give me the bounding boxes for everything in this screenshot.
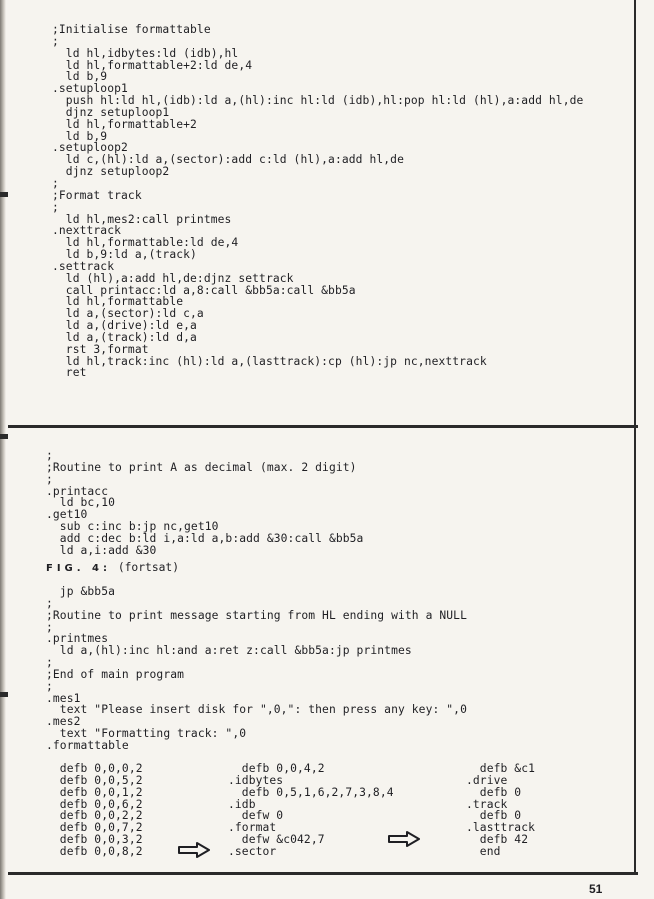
code-line: jp &bb5a bbox=[46, 585, 116, 598]
code-line: ld a,(hl):inc hl:and a:ret z:call &bb5a:jp printmes bbox=[46, 644, 412, 658]
code-line: call printacc:ld a,8:call &bb5a:call &bb5a bbox=[52, 283, 356, 297]
drive-track-column bbox=[466, 763, 535, 858]
code-line: ld a,(track):ld d,a bbox=[52, 330, 197, 344]
code-line: ; bbox=[46, 679, 53, 693]
code-line: ret bbox=[52, 366, 87, 380]
binding-mark bbox=[0, 692, 8, 697]
code-line: defw &c042,7 bbox=[228, 833, 325, 847]
code-line: .idb bbox=[228, 797, 256, 811]
code-line: defb 0,0,2,2 bbox=[46, 809, 143, 823]
code-line: defb 0,0,7,2 bbox=[46, 821, 143, 835]
code-line: end bbox=[466, 844, 501, 858]
code-line: defb &c1 bbox=[466, 762, 536, 775]
code-line: .nexttrack bbox=[52, 224, 122, 238]
figure-label: FIG. 4: bbox=[46, 563, 111, 574]
code-line: add c:dec b:ld i,a:ld a,b:add &30:call &bb5a bbox=[46, 531, 364, 545]
code-line: ld (hl),a:add hl,de:djnz settrack bbox=[52, 271, 294, 285]
code-line: ; bbox=[52, 200, 59, 214]
code-line: defb 0,0,0,2 bbox=[46, 762, 143, 775]
code-line: ; bbox=[52, 34, 59, 48]
figure-caption bbox=[46, 562, 179, 575]
code-line: ; bbox=[46, 656, 53, 670]
code-line: text "Please insert disk for ",0,": then press any key: ",0 bbox=[46, 703, 467, 717]
frame-right-rule bbox=[634, 0, 636, 425]
code-line: defb 0,0,6,2 bbox=[46, 797, 143, 811]
code-line: ld hl,formattable:ld de,4 bbox=[52, 236, 239, 250]
code-line: defb 0,0,1,2 bbox=[46, 785, 143, 799]
code-line: defb 0,0,5,2 bbox=[46, 773, 143, 787]
code-line: ld bc,10 bbox=[46, 496, 116, 510]
code-line: .formattable bbox=[46, 738, 129, 752]
page-edge-shadow bbox=[0, 0, 6, 899]
code-line: .mes2 bbox=[46, 715, 81, 729]
figure-caption-text: (fortsat) bbox=[117, 561, 180, 574]
code-line: .settrack bbox=[52, 259, 115, 273]
code-line: .mes1 bbox=[46, 691, 81, 705]
code-line: ;Routine to print message starting from HL ending with a NULL bbox=[46, 608, 467, 622]
code-line: ld b,9 bbox=[52, 70, 108, 84]
code-line: ld hl,formattable+2 bbox=[52, 117, 197, 131]
code-line: text "Formatting track: ",0 bbox=[46, 727, 247, 741]
code-line: ;End of main program bbox=[46, 667, 185, 681]
idbytes-column bbox=[228, 763, 394, 858]
code-line: ;Routine to print A as decimal (max. 2 digit) bbox=[46, 460, 357, 474]
code-line: djnz setuploop2 bbox=[52, 165, 170, 179]
code-line: ld hl,idbytes:ld (idb),hl bbox=[52, 46, 239, 60]
code-line: defb 42 bbox=[466, 833, 529, 847]
code-line: .idbytes bbox=[228, 773, 284, 787]
code-line: ; bbox=[46, 449, 53, 462]
section-divider bbox=[8, 425, 638, 428]
code-line: defw 0 bbox=[228, 809, 284, 823]
code-line: ; bbox=[46, 472, 53, 486]
code-line: defb 0,0,3,2 bbox=[46, 833, 143, 847]
code-line: .get10 bbox=[46, 508, 88, 522]
code-line: sub c:inc b:jp nc,get10 bbox=[46, 520, 219, 534]
code-line: ld b,9:ld a,(track) bbox=[52, 248, 197, 262]
code-line: defb 0 bbox=[466, 785, 522, 799]
code-line: .printacc bbox=[46, 484, 109, 498]
code-line: rst 3,format bbox=[52, 342, 149, 356]
code-line: ld a,(sector):ld c,a bbox=[52, 307, 204, 321]
code-line: .sector bbox=[228, 844, 277, 858]
binding-mark bbox=[0, 192, 8, 197]
code-line: .setuploop1 bbox=[52, 82, 128, 96]
code-line: .track bbox=[466, 797, 508, 811]
print-message-listing bbox=[46, 586, 467, 752]
code-line: .drive bbox=[466, 773, 508, 787]
code-line: ld hl,formattable+2:ld de,4 bbox=[52, 58, 253, 72]
code-line: .format bbox=[228, 821, 277, 835]
binding-mark bbox=[0, 434, 8, 439]
top-code-listing bbox=[52, 24, 583, 379]
code-line: ;Format track bbox=[52, 188, 142, 202]
code-line: ld hl,mes2:call printmes bbox=[52, 212, 232, 226]
code-line: .lasttrack bbox=[466, 821, 536, 835]
code-line: defb 0,0,4,2 bbox=[228, 762, 325, 775]
code-line: push hl:ld hl,(idb):ld a,(hl):inc hl:ld (idb),hl:pop hl:ld (hl),a:add hl,de bbox=[52, 94, 584, 108]
bottom-rule bbox=[8, 872, 638, 875]
frame-right-rule bbox=[634, 428, 636, 874]
code-line: djnz setuploop1 bbox=[52, 105, 170, 119]
code-line: defb 0,0,8,2 bbox=[46, 844, 143, 858]
formattable-column bbox=[46, 763, 143, 858]
code-line: ld c,(hl):ld a,(sector):add c:ld (hl),a:add hl,de bbox=[52, 153, 404, 167]
code-line: ld a,i:add &30 bbox=[46, 543, 157, 557]
code-line: ld hl,formattable bbox=[52, 295, 184, 309]
code-line: ld hl,track:inc (hl):ld a,(lasttrack):cp (hl):jp nc,nexttrack bbox=[52, 354, 487, 368]
code-line: .setuploop2 bbox=[52, 141, 128, 155]
code-line: defb 0,5,1,6,2,7,3,8,4 bbox=[228, 785, 394, 799]
print-decimal-listing bbox=[46, 450, 363, 557]
arrow-right-icon bbox=[178, 842, 210, 858]
code-line: ld b,9 bbox=[52, 129, 108, 143]
code-line: ; bbox=[52, 176, 59, 190]
page-number: 51 bbox=[589, 882, 603, 896]
arrow-right-icon bbox=[388, 831, 420, 847]
code-line: ; bbox=[46, 596, 53, 610]
code-line: ;Initialise formattable bbox=[52, 23, 211, 36]
code-line: defb 0 bbox=[466, 809, 522, 823]
code-line: .printmes bbox=[46, 632, 109, 646]
code-line: ld a,(drive):ld e,a bbox=[52, 319, 197, 333]
code-line: ; bbox=[46, 620, 53, 634]
